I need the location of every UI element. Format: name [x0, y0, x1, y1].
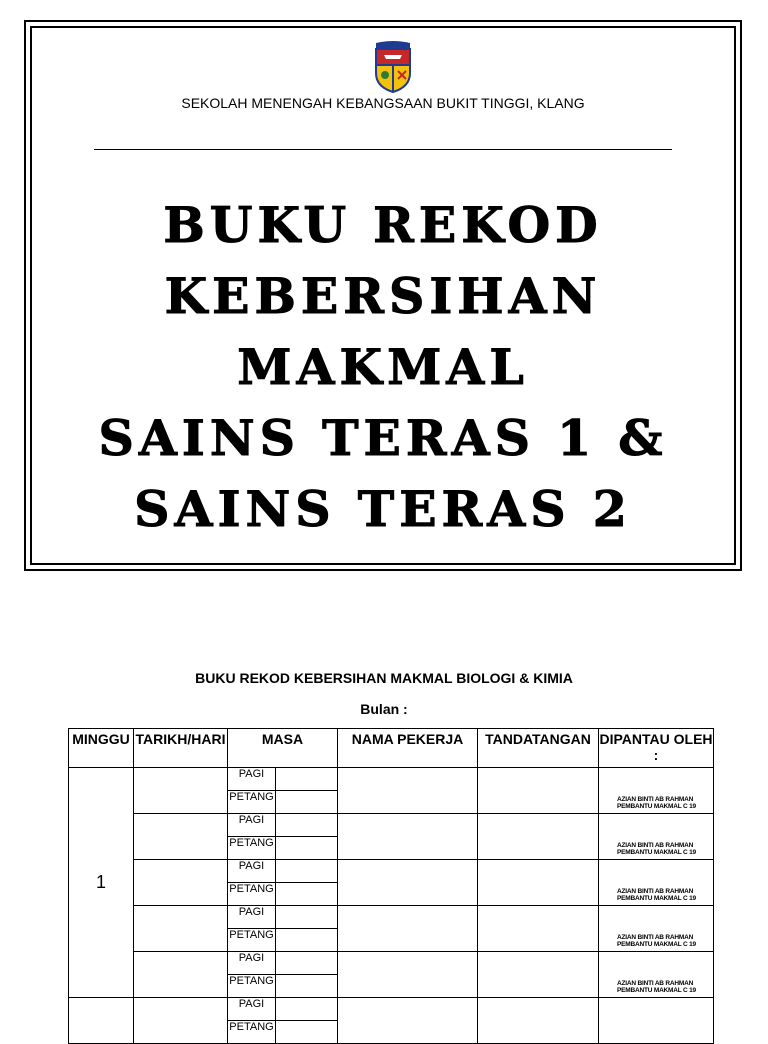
supervisor-cell — [599, 860, 714, 906]
supervisor-title: PEMBANTU MAKMAL C 19 — [617, 849, 696, 856]
nama-pekerja-cell[interactable] — [338, 906, 478, 952]
supervisor-cell — [599, 952, 714, 998]
tandatangan-cell[interactable] — [478, 952, 599, 998]
cover-title-line: MAKMAL — [237, 338, 529, 396]
header-dipantau-oleh: DIPANTAU OLEH : — [599, 729, 714, 768]
supervisor-title: PEMBANTU MAKMAL C 19 — [617, 895, 696, 902]
tarikh-hari-cell[interactable] — [134, 814, 228, 860]
nama-pekerja-cell[interactable] — [338, 768, 478, 814]
masa-label: PAGI — [228, 860, 276, 883]
divider-line — [94, 149, 672, 150]
supervisor-cell — [599, 814, 714, 860]
supervisor-name: AZIAN BINTI AB RAHMAN — [617, 888, 694, 895]
masa-label: PAGI — [228, 814, 276, 837]
nama-pekerja-cell[interactable] — [338, 860, 478, 906]
table-row — [69, 998, 714, 1021]
supervisor-name: AZIAN BINTI AB RAHMAN — [617, 842, 694, 849]
nama-pekerja-cell[interactable] — [338, 998, 478, 1044]
masa-label: PAGI — [228, 998, 276, 1021]
masa-input-cell[interactable] — [276, 791, 338, 814]
tarikh-hari-cell[interactable] — [134, 952, 228, 998]
masa-input-cell[interactable] — [276, 952, 338, 975]
cover-frame — [24, 20, 742, 571]
masa-label: PETANG — [228, 975, 276, 998]
tandatangan-cell[interactable] — [478, 906, 599, 952]
masa-label: PAGI — [228, 906, 276, 929]
header-tandatangan: TANDATANGAN — [478, 729, 599, 768]
masa-label: PETANG — [228, 1021, 276, 1044]
supervisor-title: PEMBANTU MAKMAL C 19 — [617, 987, 696, 994]
cover-inner-frame — [30, 26, 736, 565]
table-row — [69, 814, 714, 837]
school-crest-icon — [372, 41, 414, 93]
masa-input-cell[interactable] — [276, 998, 338, 1021]
masa-label: PAGI — [228, 952, 276, 975]
table-row — [69, 768, 714, 791]
tandatangan-cell[interactable] — [478, 768, 599, 814]
record-title: BUKU REKOD KEBERSIHAN MAKMAL BIOLOGI & KIMIA — [195, 670, 573, 686]
header-tarikh-hari: TARIKH/HARI — [134, 729, 228, 768]
cleaning-record-table — [68, 728, 714, 1044]
masa-input-cell[interactable] — [276, 860, 338, 883]
masa-input-cell[interactable] — [276, 929, 338, 952]
tarikh-hari-cell[interactable] — [134, 860, 228, 906]
masa-input-cell[interactable] — [276, 975, 338, 998]
header-masa: MASA — [228, 729, 338, 768]
masa-label: PETANG — [228, 929, 276, 952]
tandatangan-cell[interactable] — [478, 860, 599, 906]
cover-title-line: KEBERSIHAN — [164, 267, 602, 325]
supervisor-cell — [599, 998, 714, 1044]
supervisor-name: AZIAN BINTI AB RAHMAN — [617, 934, 694, 941]
header-nama-pekerja: NAMA PEKERJA — [338, 729, 478, 768]
tandatangan-cell[interactable] — [478, 814, 599, 860]
cover-title — [32, 190, 734, 545]
supervisor-title: PEMBANTU MAKMAL C 19 — [617, 941, 696, 948]
tarikh-hari-cell[interactable] — [134, 768, 228, 814]
masa-input-cell[interactable] — [276, 906, 338, 929]
masa-label: PETANG — [228, 883, 276, 906]
masa-label: PAGI — [228, 768, 276, 791]
cover-title-line: SAINS TERAS 2 — [134, 480, 632, 538]
masa-input-cell[interactable] — [276, 883, 338, 906]
table-row — [69, 952, 714, 975]
tarikh-hari-cell[interactable] — [134, 998, 228, 1044]
supervisor-name: AZIAN BINTI AB RAHMAN — [617, 796, 694, 803]
minggu-cell: 1 — [69, 768, 134, 998]
table-row — [69, 906, 714, 929]
cover-title-line: SAINS TERAS 1 & — [98, 409, 668, 467]
nama-pekerja-cell[interactable] — [338, 814, 478, 860]
minggu-cell — [69, 998, 134, 1044]
header-minggu: MINGGU — [69, 729, 134, 768]
masa-input-cell[interactable] — [276, 814, 338, 837]
supervisor-title: PEMBANTU MAKMAL C 19 — [617, 803, 696, 810]
supervisor-cell — [599, 768, 714, 814]
supervisor-cell — [599, 906, 714, 952]
table-row — [69, 860, 714, 883]
month-label: Bulan : — [360, 701, 408, 717]
school-name: SEKOLAH MENENGAH KEBANGSAAN BUKIT TINGGI, KLANG — [181, 95, 585, 111]
tandatangan-cell[interactable] — [478, 998, 599, 1044]
nama-pekerja-cell[interactable] — [338, 952, 478, 998]
masa-label: PETANG — [228, 837, 276, 860]
cover-title-line: BUKU REKOD — [163, 196, 603, 254]
table-header-row — [69, 729, 714, 768]
tarikh-hari-cell[interactable] — [134, 906, 228, 952]
masa-input-cell[interactable] — [276, 837, 338, 860]
masa-input-cell[interactable] — [276, 768, 338, 791]
masa-label: PETANG — [228, 791, 276, 814]
supervisor-name: AZIAN BINTI AB RAHMAN — [617, 980, 694, 987]
